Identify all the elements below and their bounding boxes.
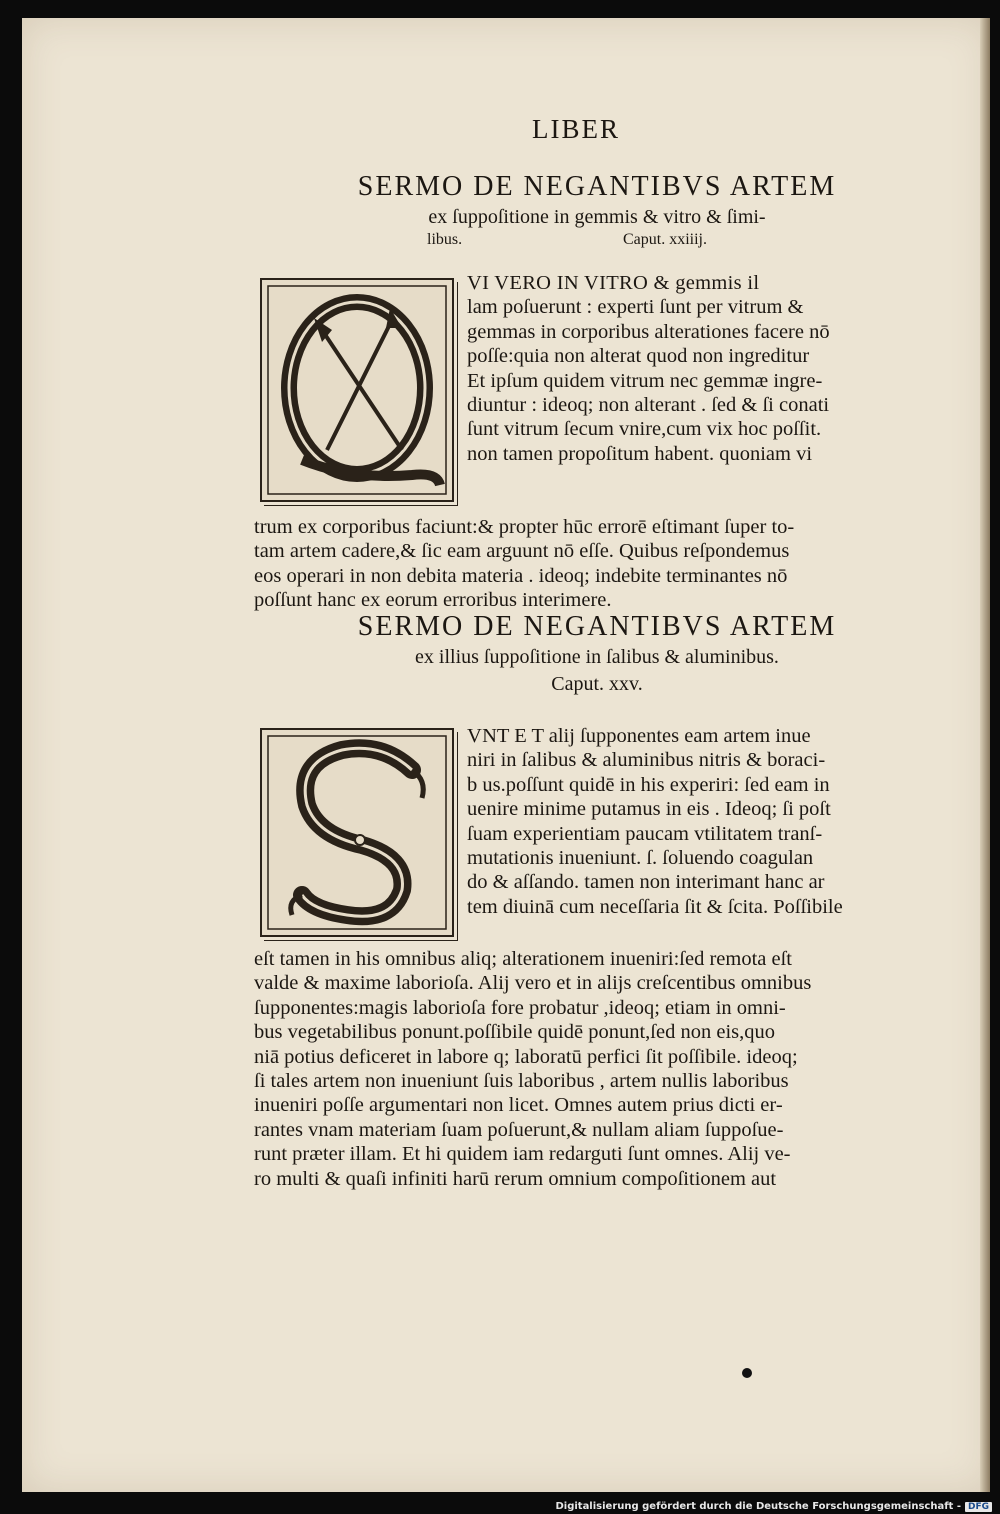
text-line: VI VERO IN VITRO & gemmis il <box>467 272 760 294</box>
text-line: ſuam experientiam paucam vtilitatem tranſ- <box>467 822 823 845</box>
running-head: LIBER <box>532 114 620 144</box>
credit-text: Digitalisierung gefördert durch die Deutsche Forschungsgemeinschaft - <box>555 1501 961 1512</box>
chapter-heading-1 <box>257 170 937 249</box>
page-edge <box>980 18 990 1492</box>
digitization-credit <box>555 1501 992 1512</box>
chapter-caption-left: libus. <box>427 231 463 248</box>
text-line: lam poſuerunt : experti ſunt per vitrum & <box>467 296 804 319</box>
chapter1-text-beside-initial <box>467 271 927 466</box>
decorated-initial-q <box>260 278 454 502</box>
text-line: do & aſſando. tamen non interimant hanc ar <box>467 871 825 894</box>
ink-dot <box>742 1368 752 1378</box>
chapter-title: SERMO DE NEGANTIBVS ARTEM <box>357 611 837 642</box>
text-line: poſſunt hanc ex eorum erroribus interimere. <box>254 589 612 612</box>
text-line: tam artem cadere,& ſic eam arguunt nō eſſe. Quibus reſpondemus <box>254 540 790 563</box>
text-line: b us.poſſunt quidē in his experiri: ſed eam in <box>467 773 830 796</box>
text-line: mutationis inueniunt. ſ. ſoluendo coagulan <box>467 847 814 870</box>
chapter-subtitle: ex ſuppoſitione in gemmis & vitro & ſimi- <box>428 206 766 228</box>
text-line: ſupponentes:magis laborioſa fore probatur ,ideoq; etiam in omni- <box>254 996 786 1019</box>
text-line: ro multi & quaſi infiniti harū rerum omnium compoſitionem aut <box>254 1167 777 1190</box>
text-line: poſſe:quia non alterat quod non ingreditur <box>467 345 810 368</box>
chapter2-text-beside-initial <box>467 724 927 919</box>
text-line: VNT E T alij ſupponentes eam artem inue <box>467 725 811 747</box>
text-line: inueniri poſſe argumentari non licet. Omnes autem prius dicti er- <box>254 1094 783 1117</box>
chapter1-text-full <box>254 515 934 613</box>
text-line: ſi tales artem non inueniunt ſuis laboribus , artem nullis laboribus <box>254 1070 789 1093</box>
text-line: niri in ſalibus & aluminibus nitris & boraci- <box>467 749 826 772</box>
text-line: tem diuinā cum neceſſaria ſit & ſcita. Poſſibile <box>467 895 843 918</box>
text-line: gemmas in corporibus alterationes facere nō <box>467 320 830 343</box>
text-line: valde & maxime laborioſa. Alij vero et in alijs creſcentibus omnibus <box>254 972 812 995</box>
chapter-heading-2 <box>257 610 937 698</box>
book-page <box>22 18 990 1492</box>
text-line: non tamen propoſitum habent. quoniam vi <box>467 442 813 465</box>
chapter-caption-number: Caput. xxiiij. <box>623 231 707 248</box>
dfg-logo: DFG <box>965 1502 992 1512</box>
text-line: runt præter illam. Et hi quidem iam redarguti ſunt omnes. Alij ve- <box>254 1143 791 1166</box>
initial-s-woodcut <box>262 730 452 935</box>
text-line: ſunt vitrum ſecum vnire,cum vix hoc poſſit. <box>467 418 822 441</box>
text-line: bus vegetabilibus ponunt.poſſibile quidē ponunt,ſed non eis,quo <box>254 1021 775 1044</box>
chapter-subtitle: ex illius ſuppoſitione in ſalibus & aluminibus. <box>415 646 779 668</box>
text-line: rantes vnam materiam ſuam poſuerunt,& nullam aliam ſuppoſue- <box>254 1118 784 1141</box>
chapter-caption-number: Caput. xxv. <box>551 673 643 695</box>
text-line: eos operari in non debita materia . ideoq; indebite terminantes nō <box>254 564 788 587</box>
chapter2-text-full <box>254 947 934 1191</box>
text-line: eſt tamen in his omnibus aliq; alterationem inueniri:ſed remota eſt <box>254 948 792 970</box>
decorated-initial-s <box>260 728 454 937</box>
text-line: uenire minime putamus in eis . Ideoq; ſi poſt <box>467 798 831 821</box>
text-line: trum ex corporibus faciunt:& propter hūc errorē eſtimant ſuper to- <box>254 516 795 538</box>
text-line: Et ipſum quidem vitrum nec gemmæ ingre- <box>467 369 823 392</box>
chapter-caption-row <box>257 231 937 249</box>
chapter-title: SERMO DE NEGANTIBVS ARTEM <box>357 171 837 202</box>
text-line: niā potius deficeret in labore q; laboratū perfici ſit poſſibile. ideoq; <box>254 1045 798 1068</box>
initial-q-woodcut <box>262 280 452 500</box>
text-line: diuntur : ideoq; non alterant . ſed & ſi conati <box>467 394 830 417</box>
